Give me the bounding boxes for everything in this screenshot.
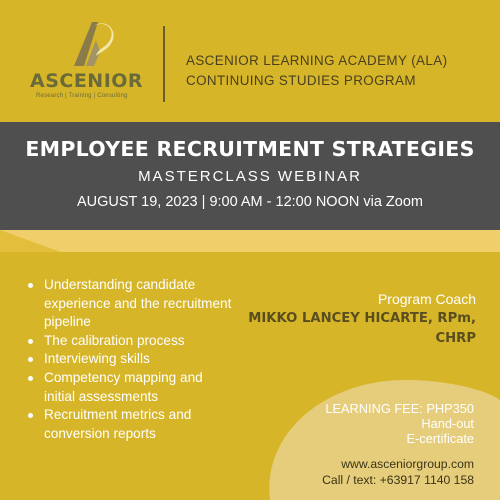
event-dateline: AUGUST 19, 2023 | 9:00 AM - 12:00 NOON via Zoom (76, 194, 423, 210)
topic-item: Understanding candidate experience and the recruitment pipeline (24, 276, 234, 332)
logo-name: ASCENIOR (30, 70, 144, 92)
learning-fee: LEARNING FEE: PHP350 (325, 401, 474, 416)
topic-item: Competency mapping and initial assessments (24, 369, 234, 406)
program-name: CONTINUING STUDIES PROGRAM (186, 73, 416, 88)
topic-item: The calibration process (24, 332, 234, 351)
event-title: EMPLOYEE RECRUITMENT STRATEGIES (25, 137, 475, 161)
logo-tagline: Research | Training | Consulting (36, 93, 128, 99)
fee-inclusion-certificate: E-certificate (406, 431, 474, 446)
ascenior-a-logo-icon (70, 18, 116, 68)
website-link[interactable]: www.asceniorgroup.com (341, 457, 474, 471)
topic-item: Recruitment metrics and conversion reports (24, 406, 234, 443)
contact-phone: Call / text: +63917 1140 158 (322, 473, 474, 487)
accent-stripe (0, 230, 500, 252)
topic-item: Interviewing skills (24, 350, 234, 369)
brand-logo (30, 18, 150, 104)
topics-list (24, 276, 234, 443)
event-subtitle: MASTERCLASS WEBINAR (138, 168, 362, 185)
fee-inclusion-handout: Hand-out (421, 416, 474, 431)
coach-role: Program Coach (377, 291, 476, 307)
coach-name: MIKKO LANCEY HICARTE, RPm, CHRP (248, 311, 476, 346)
org-name: ASCENIOR LEARNING ACADEMY (ALA) (186, 53, 448, 68)
header-divider (163, 26, 165, 102)
